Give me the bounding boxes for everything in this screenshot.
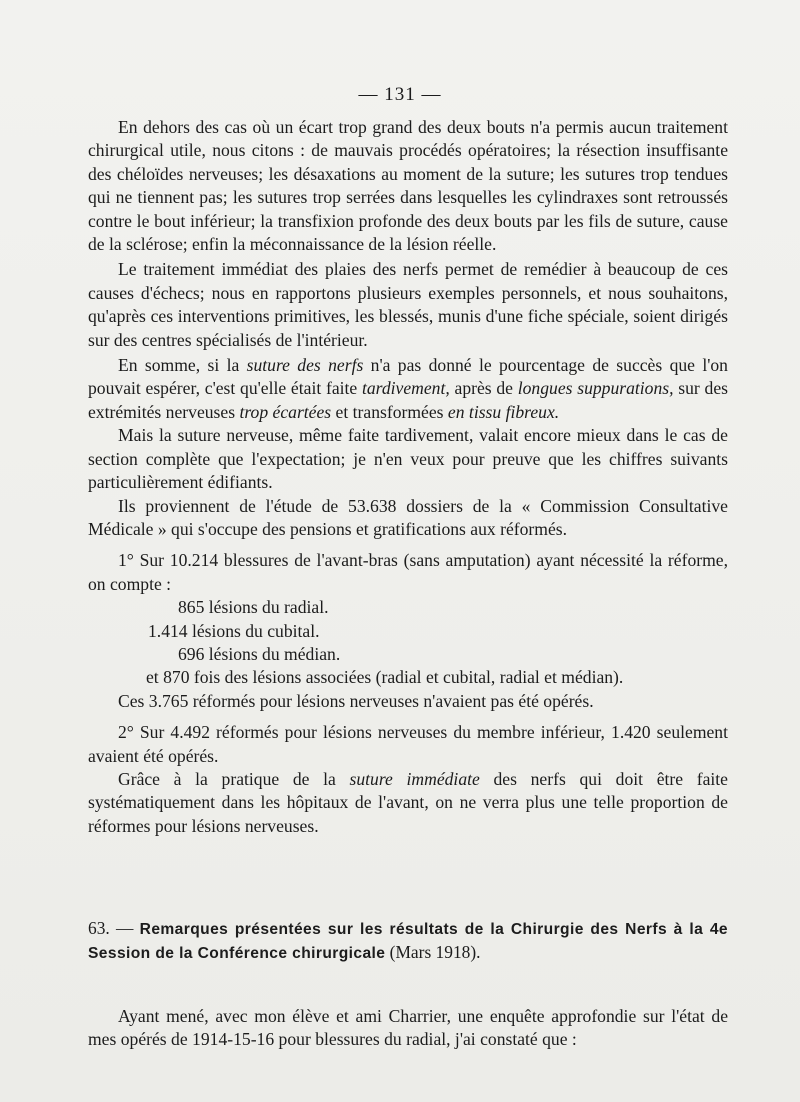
lesion-list (88, 596, 728, 690)
page-number: — 131 — (358, 84, 442, 105)
paragraph-text: En somme, si la (118, 355, 247, 376)
paragraph-text: sur des extrémités nerveuses (88, 378, 728, 422)
paragraph-text: des nerfs qui doit être faite systématiquement dans les hôpitaux de l'avant, on ne verra plus une telle proportion de réformes pour lésions nerveuses. (88, 768, 728, 836)
paragraph (88, 768, 728, 838)
paragraph (88, 258, 728, 352)
italic-text: suture immédiate (349, 768, 480, 789)
body-text (88, 116, 728, 838)
paragraph (88, 354, 728, 424)
paragraph: Ils proviennent de l'étude de 53.638 dossiers de la « Commission Consultative Médicale » qui s'occupe des pensions et gratifications aux réformés. (88, 495, 728, 539)
paragraph-text: Le traitement immédiat des plaies des nerfs permet de remédier à beaucoup de ces causes d'échecs; nous en rapportons plusieurs exemples personnels, et nous souhaitons, qu'après ces interventions primitives, les blessés, munis d'une fiche spéciale, soient dirigés sur des centres spécialisés de l'intérieur. (88, 259, 728, 350)
paragraph: Ayant mené, avec mon élève et ami Charrier, une enquête approfondie sur l'état de mes opérés de 1914-15-16 pour blessures du radial, j'ai constaté que : (88, 1005, 728, 1050)
section-title: Remarques présentées sur les résultats de la Chirurgie des Nerfs à la 4e Session de la Conférence chirurgicale (88, 921, 728, 962)
paragraph-text: n'a pas donné le pourcentage de succès que l'on pouvait espérer, c'est qu'elle était faite (88, 355, 728, 399)
paragraph-text: et transformées (331, 401, 448, 422)
list-item: 865 lésions du radial. (178, 597, 329, 618)
paragraph: En dehors des cas où un écart trop grand des deux bouts n'a permis aucun traitement chirurgical utile, nous citons : de mauvais procédés opératoires; la résection insuffisante des chéloïdes nerveuses; les désaxations au moment de la suture; les sutures trop tendues qui ne tiennent pas; les sutures trop serrées dans lesquelles les cylindraxes sont retroussés contre le bout inférieur; la transfixion profonde des deux bouts par les fils de suture, cause de la sclérose; enfin la méconnaissance de la lésion réelle. (88, 117, 728, 255)
section-heading (88, 917, 728, 965)
list-item: 1.414 lésions du cubital. (148, 620, 320, 641)
list-item: et 870 fois des lésions associées (radial et cubital, radial et médian). (146, 667, 624, 688)
paragraph-text: Grâce à la pratique de la (118, 768, 350, 789)
paragraph: Ces 3.765 réformés pour lésions nerveuses n'avaient pas été opérés. (118, 690, 594, 711)
italic-text: en tissu fibreux. (447, 401, 560, 422)
final-paragraph (88, 987, 728, 1069)
italic-text: tardivement, (361, 378, 450, 399)
italic-text: suture des nerfs (246, 355, 364, 376)
paragraph-text: après de (449, 378, 518, 399)
list-item: 696 lésions du médian. (178, 643, 341, 664)
paragraph: 1° Sur 10.214 blessures de l'avant-bras (sans amputation) ayant nécessité la réforme, on compte : (88, 550, 728, 594)
italic-text: trop écartées (239, 401, 332, 422)
paragraph: Mais la suture nerveuse, même faite tardivement, valait encore mieux dans le cas de section complète que l'expectation; je n'en veux pour preuve que les chiffres suivants particulièrement édifiants. (88, 425, 728, 493)
paragraph: 2° Sur 4.492 réformés pour lésions nerveuses du membre inférieur, 1.420 seulement avaient été opérés. (88, 722, 728, 766)
section-date: (Mars 1918). (385, 942, 481, 962)
italic-text: longues suppurations, (517, 378, 674, 399)
section-number: 63. — (88, 918, 140, 938)
